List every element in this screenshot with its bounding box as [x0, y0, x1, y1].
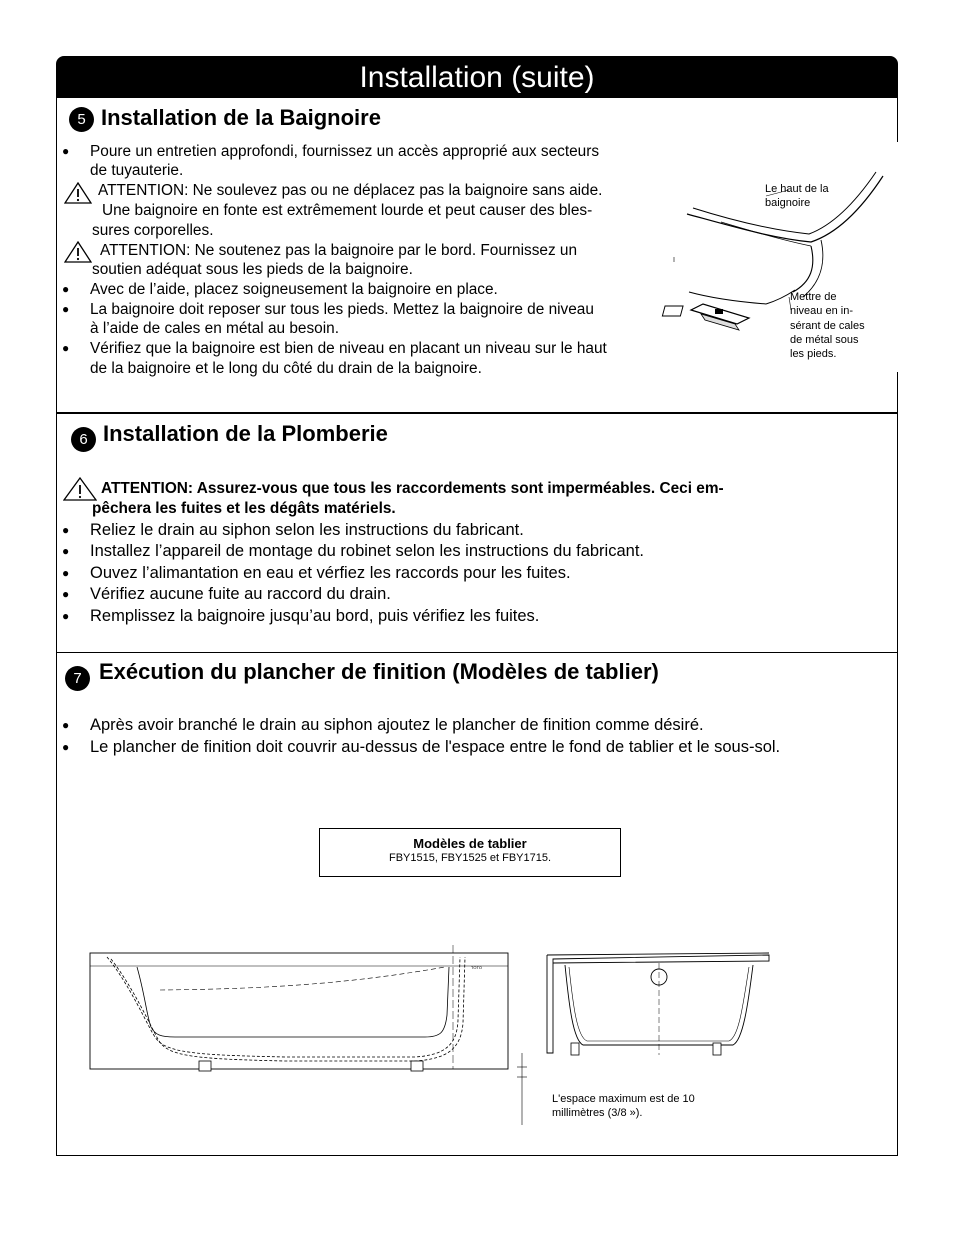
warning-text: soutien adéquat sous les pieds de la baignoire. — [92, 261, 413, 278]
bullet-dot: ● — [62, 144, 70, 158]
text-line: Vérifiez que la baignoire est bien de niveau en placant un niveau sur le haut — [90, 340, 607, 357]
bullet-dot: ● — [62, 740, 70, 754]
section-title-baignoire: Installation de la Baignoire — [101, 105, 381, 130]
figure-label: de métal sous — [790, 334, 859, 346]
text-line: La baignoire doit reposer sur tous les pieds. Mettez la baignoire de niveau — [90, 301, 594, 318]
warning-text: ATTENTION: Ne soulevez pas ou ne déplacez pas la baignoire sans aide. — [98, 182, 603, 199]
bullet-dot: ● — [62, 523, 70, 537]
section-title-plomberie: Installation de la Plomberie — [103, 421, 388, 446]
warning-text: sures corporelles. — [92, 222, 214, 239]
gap-note: L'espace maximum est de 10 — [552, 1093, 695, 1105]
section-divider — [56, 652, 898, 653]
figure-label: baignoire — [765, 197, 811, 209]
text-line: Ouvez l’alimantation en eau et vérfiez les raccords pour les fuites. — [90, 564, 571, 582]
text-line: Remplissez la baignoire jusqu’au bord, puis vérifiez les fuites. — [90, 607, 540, 625]
bullet-dot: ● — [62, 587, 70, 601]
step-number-7: 7 — [65, 666, 90, 691]
text-line: Vérifiez aucune fuite au raccord du drain. — [90, 585, 391, 603]
gap-note: millimètres (3/8 »). — [552, 1107, 643, 1119]
section-title-plancher: Exécution du plancher de finition (Modèles de tablier) — [99, 659, 659, 684]
warning-triangle-icon — [63, 477, 97, 501]
models-list: FBY1515, FBY1525 et FBY1715. — [388, 852, 552, 864]
bullet-dot: ● — [62, 544, 70, 558]
text-line: de la baignoire et le long du côté du drain de la baignoire. — [90, 360, 482, 377]
page-title: Installation (suite) — [56, 56, 898, 98]
step-number-6: 6 — [71, 427, 96, 452]
bullet-dot: ● — [62, 341, 70, 355]
tub-leveling-illustration — [671, 142, 901, 372]
text-line: Le plancher de finition doit couvrir au-dessus de l'espace entre le fond de tablier et le sous-sol. — [90, 738, 781, 756]
bullet-dot: ● — [62, 302, 70, 316]
bullet-dot: ● — [62, 718, 70, 732]
text-line: Poure un entretien approfondi, fournissez un accès approprié aux secteurs — [90, 143, 600, 160]
warning-triangle-icon — [64, 182, 92, 204]
text-line: à l’aide de cales en métal au besoin. — [90, 320, 339, 337]
text-line: Installez l’appareil de montage du robinet selon les instructions du fabricant. — [90, 542, 644, 560]
step-number-5: 5 — [69, 107, 94, 132]
text-line: Avec de l’aide, placez soigneusement la baignoire en place. — [90, 281, 498, 298]
warning-triangle-icon — [64, 241, 92, 263]
warning-text: ATTENTION: Ne soutenez pas la baignoire par le bord. Fournissez un — [100, 242, 578, 259]
section-divider — [56, 412, 898, 414]
apron-tub-side-view — [85, 945, 545, 1130]
bullet-dot: ● — [62, 566, 70, 580]
text-line: de tuyauterie. — [90, 162, 184, 179]
warning-text: Une baignoire en fonte est extrêmement lourde et peut causer des bles- — [102, 202, 593, 219]
figure-label: Mettre de — [790, 291, 837, 303]
brand-mark: TOTO — [471, 965, 482, 970]
warning-text: pêchera les fuites et les dégâts matériels. — [92, 500, 396, 517]
bullet-dot: ● — [62, 282, 70, 296]
figure-label: niveau en in- — [790, 305, 853, 317]
text-line: Reliez le drain au siphon selon les instructions du fabricant. — [90, 521, 524, 539]
bullet-dot: ● — [62, 609, 70, 623]
figure-label: Le haut de la — [765, 183, 829, 195]
models-title: Modèles de tablier — [413, 836, 527, 851]
warning-text: ATTENTION: Assurez-vous que tous les raccordements sont imperméables. Ceci em- — [101, 480, 724, 497]
figure-label: sérant de cales — [790, 320, 865, 332]
apron-tub-end-view — [543, 945, 773, 1065]
text-line: Après avoir branché le drain au siphon ajoutez le plancher de finition comme désiré. — [90, 716, 704, 734]
figure-label: les pieds. — [790, 348, 837, 360]
models-box — [319, 828, 621, 877]
